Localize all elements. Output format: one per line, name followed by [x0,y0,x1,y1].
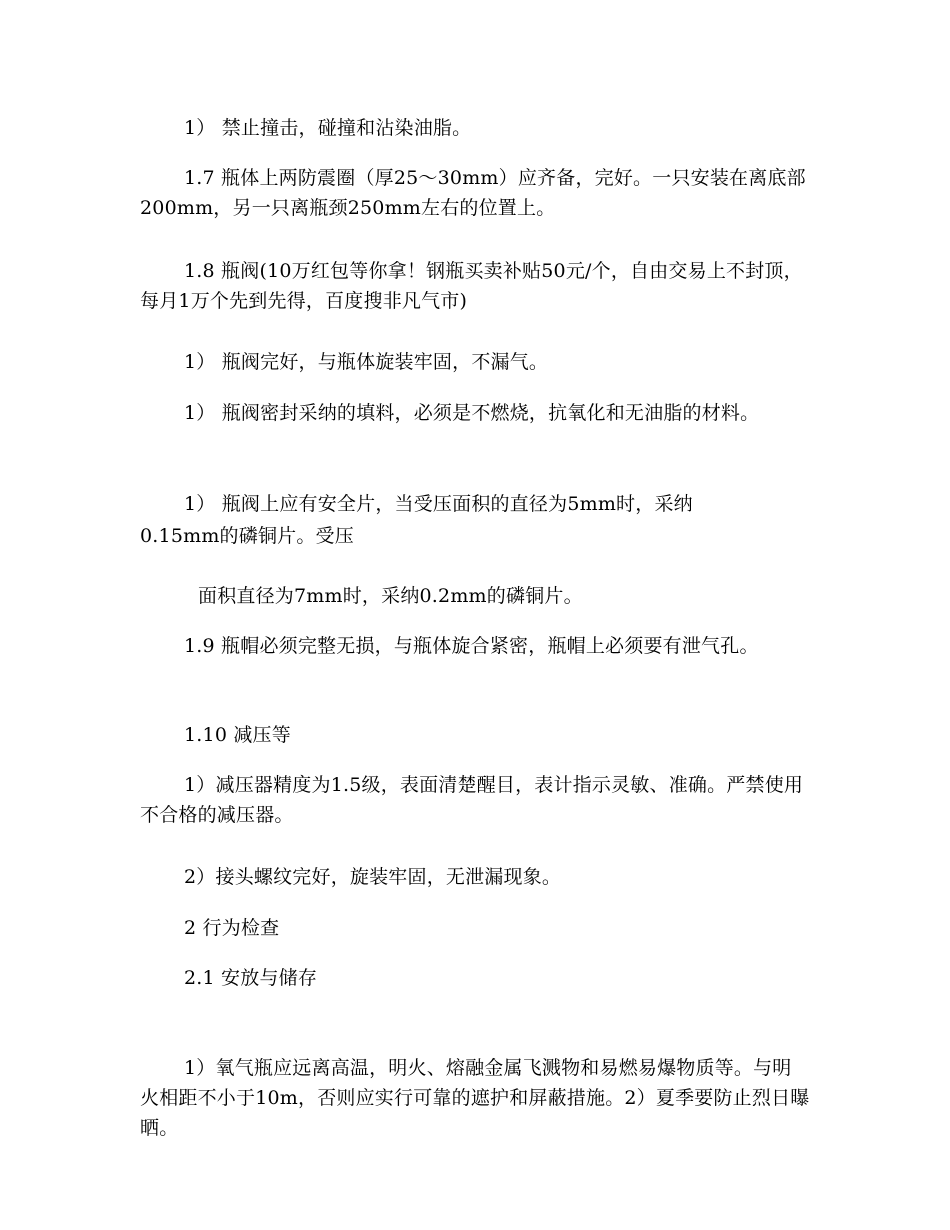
paragraph-1-9-cap: 1.9 瓶帽必须完整无损，与瓶体旋合紧密，瓶帽上必须要有泄气孔。 [184,635,759,657]
paragraph-valve-intact: 1） 瓶阀完好，与瓶体旋装牢固，不漏气。 [184,351,549,373]
paragraph-1-8-valve: 1.8 瓶阀(10万红包等你拿！钢瓶买卖补贴50元/个，自由交易上不封顶，每月1万个先到先得，百度搜非凡气市) [140,260,803,312]
heading-2-1-storage: 2.1 安放与储存 [184,967,318,989]
heading-2-behavior-check: 2 行为检查 [184,917,280,939]
paragraph-storage-rules: 1）氧气瓶应远离高温，明火、熔融金属飞溅物和易燃易爆物质等。与明火相距不小于10m，否则应实行可靠的遮护和屏蔽措施。2）夏季要防止烈日曝晒。 [140,1057,810,1139]
heading-1-10-regulator: 1.10 减压等 [184,724,291,746]
paragraph-1-7-shock-rings: 1.7 瓶体上两防震圈（厚25～30mm）应齐备，完好。一只安装在离底部200mm，另一只离瓶颈250mm左右的位置上。 [140,167,806,219]
paragraph-joint-thread: 2）接头螺纹完好，旋装牢固，无泄漏现象。 [184,866,562,888]
paragraph-safety-disc-7mm: 面积直径为7mm时，采纳0.2mm的磷铜片。 [198,585,583,607]
paragraph-regulator-accuracy: 1）减压器精度为1.5级，表面清楚醒目，表计指示灵敏、准确。严禁使用不合格的减压器。 [140,774,804,826]
paragraph-valve-seal: 1） 瓶阀密封采纳的填料，必须是不燃烧，抗氧化和无油脂的材料。 [184,402,760,424]
paragraph-safety-disc-cont: 0.15mm的磷铜片。受压 [140,525,354,547]
paragraph-safety-disc: 1） 瓶阀上应有安全片，当受压面积的直径为5mm时，采纳 [184,493,693,515]
paragraph-no-collision: 1） 禁止撞击，碰撞和沾染油脂。 [184,117,472,139]
